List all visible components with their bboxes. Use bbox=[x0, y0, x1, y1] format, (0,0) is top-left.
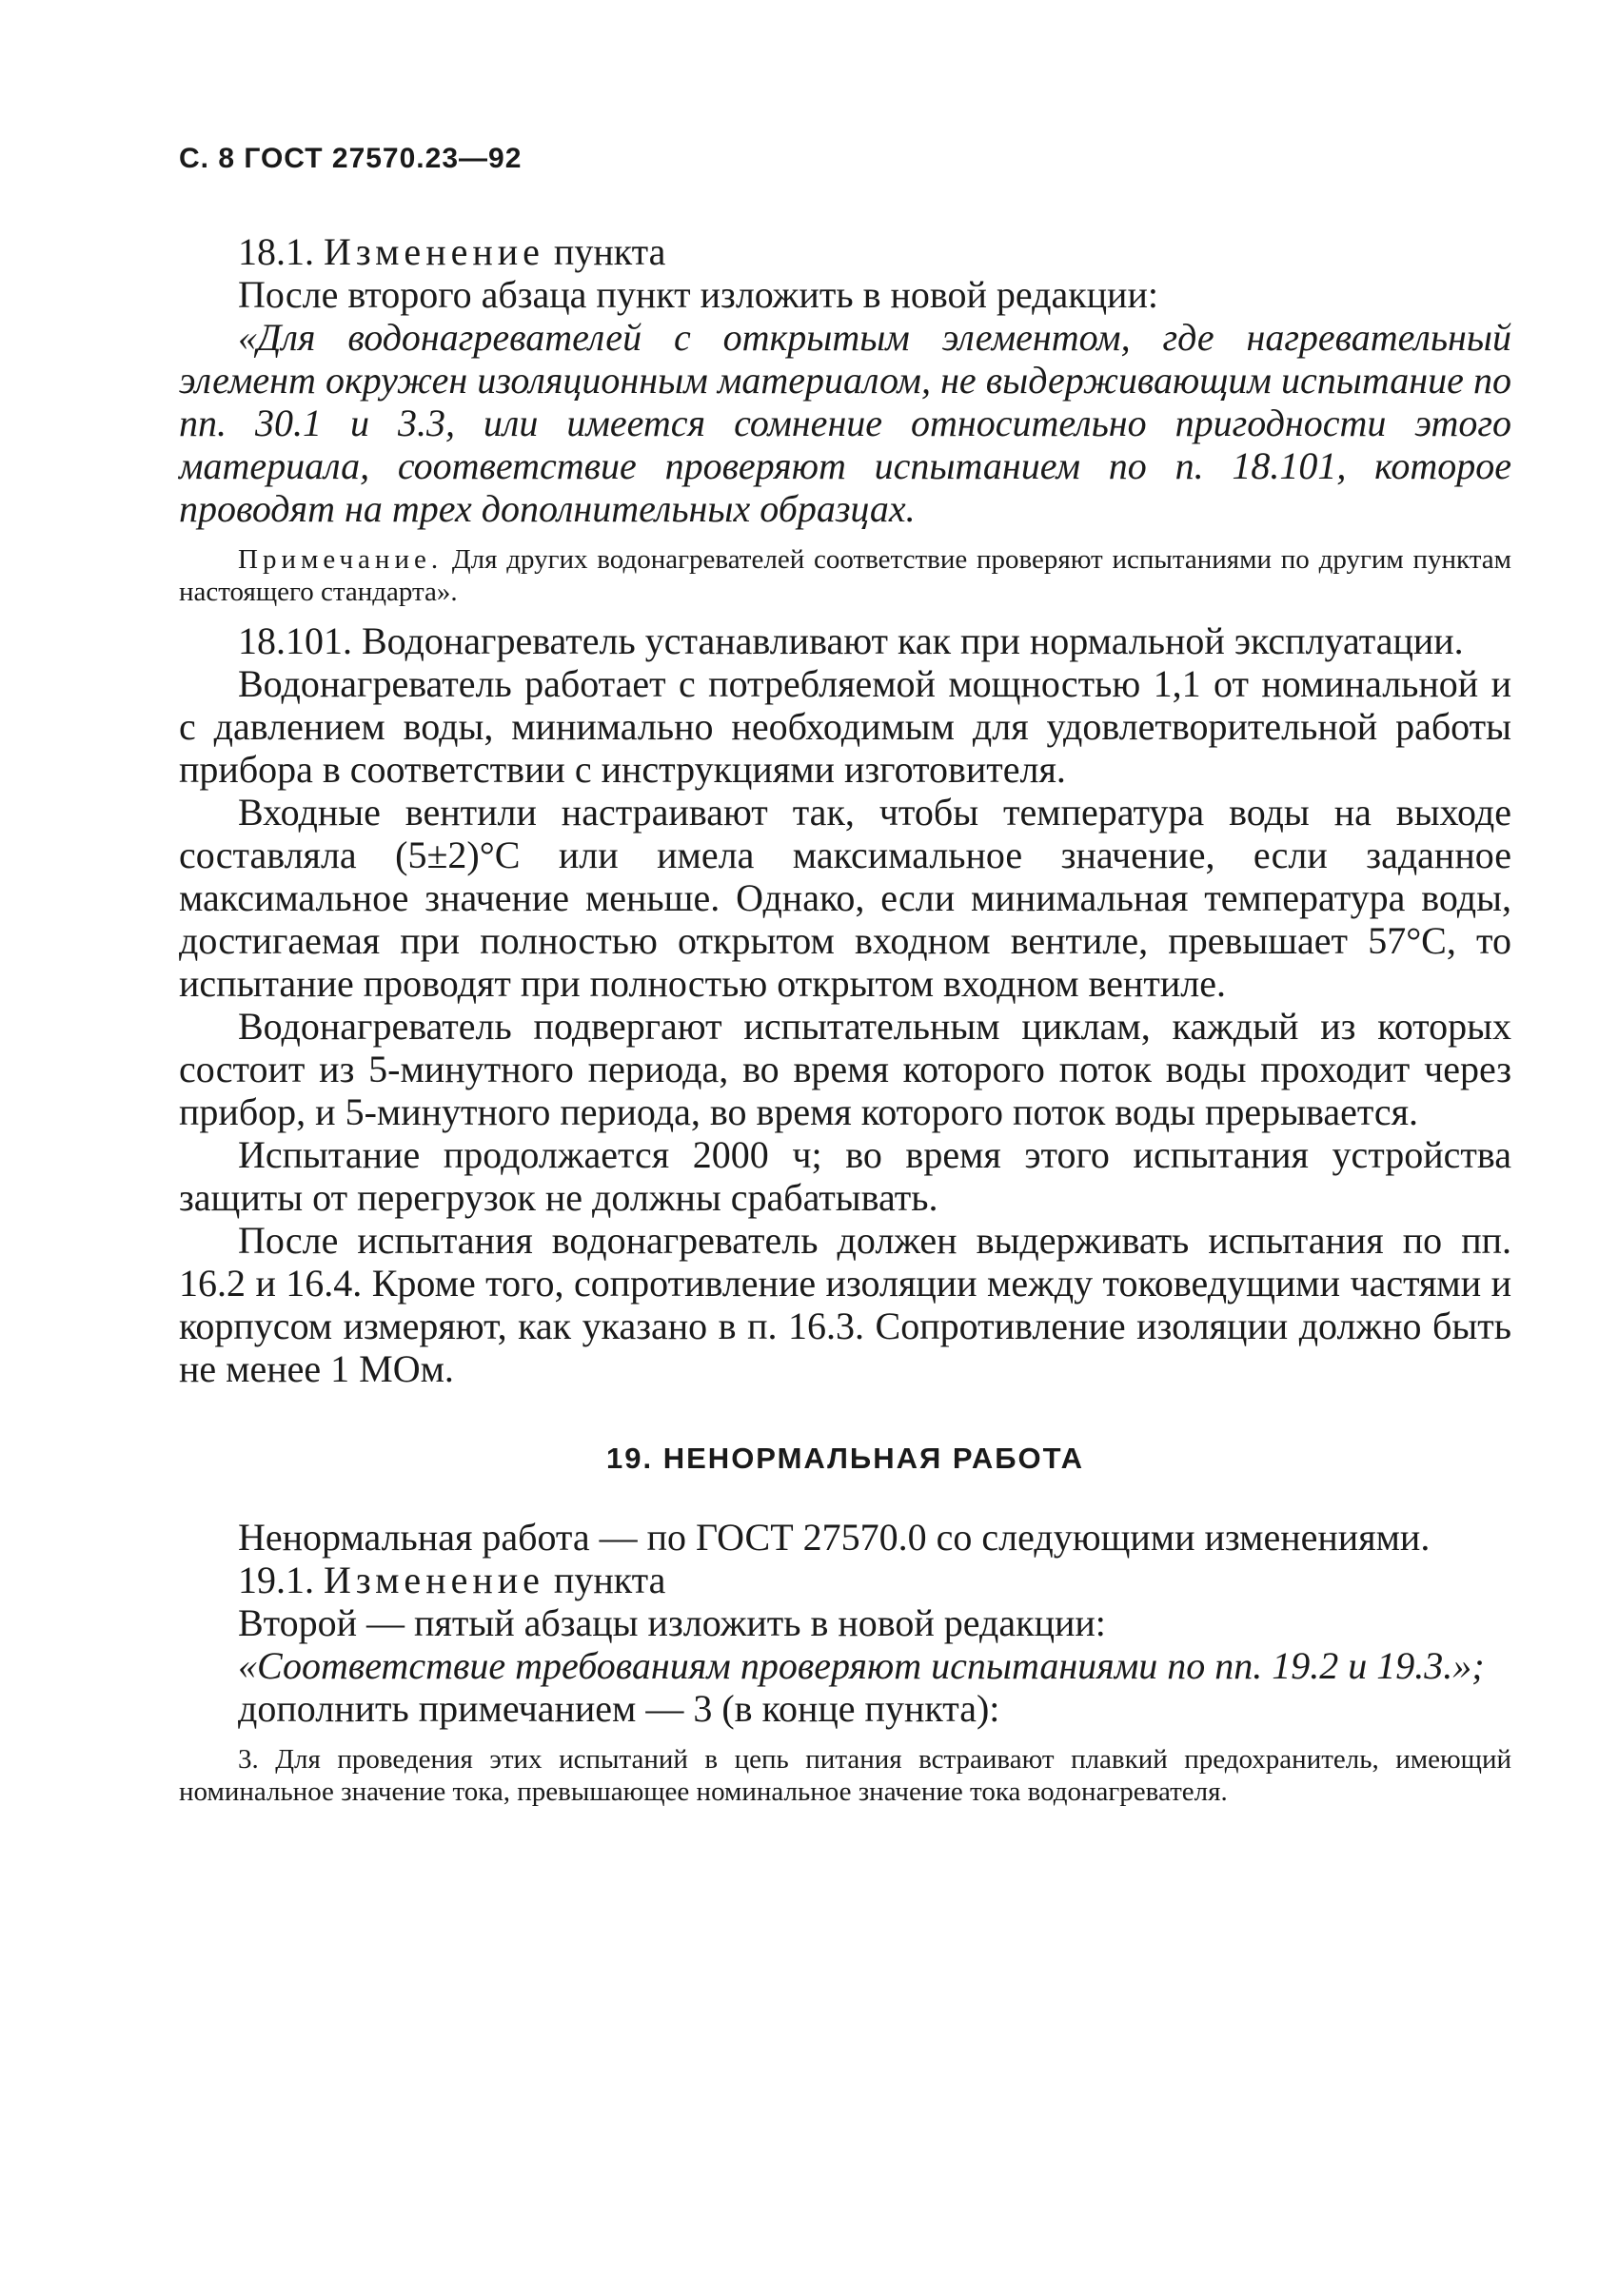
clause-18-101-p6: После испытания водонагреватель должен выдерживать испытания по пп. 16.2 и 16.4. Кроме того, сопротивление изоляции между токоведущими частями и корпусом измеряют, как указано в п. 16.3. Сопротивление изоляции должно быть не менее 1 МОм. bbox=[179, 1219, 1511, 1390]
clause-19-1-number: 19.1. bbox=[238, 1559, 314, 1601]
clause-18-1-quote: «Для водонагревателей с открытым элементом, где нагревательный элемент окружен изоляционным материалом, не выдерживающим испытание по пп. 30.1 и 3.3, или имеется сомнение относительно пригодности этого материала, соответствие проверяют испытанием по п. 18.101, которое проводят на трех дополнительных образцах. bbox=[179, 316, 1511, 530]
clause-18-101-p4: Водонагреватель подвергают испытательным циклам, каждый из которых состоит из 5-минутного периода, во время которого поток воды проходит через прибор, и 5-минутного периода, во время которого поток воды прерывается. bbox=[179, 1005, 1511, 1133]
section-19-p1: Ненормальная работа — по ГОСТ 27570.0 со следующими изменениями. bbox=[238, 1516, 1431, 1559]
clause-19-1-title bbox=[179, 1559, 1511, 1601]
section-19-quote: «Соответствие требованиям проверяют испытаниями по пп. 19.2 и 19.3.»; bbox=[238, 1644, 1485, 1687]
note-text: Для других водонагревателей соответствие проверяют испытаниями по другим пунктам настоящего стандарта». bbox=[179, 544, 1511, 607]
clause-18-1-title-rest: пункта bbox=[553, 230, 666, 273]
section-19-note: 3. Для проведения этих испытаний в цепь питания встраивают плавкий предохранитель, имеющий номинальное значение тока, превышающее номинальное значение тока водонагревателя. bbox=[179, 1744, 1511, 1807]
clause-19-1-title-rest: пункта bbox=[553, 1559, 666, 1601]
section-19-p2: Второй — пятый абзацы изложить в новой редакции: bbox=[238, 1601, 1106, 1644]
clause-18-1-change-word: Изменение bbox=[324, 230, 544, 273]
clause-18-101-p5: Испытание продолжается 2000 ч; во время этого испытания устройства защиты от перегрузок не должны срабатывать. bbox=[179, 1133, 1511, 1219]
clause-18-101-p1: 18.101. Водонагреватель устанавливают как при нормальной эксплуатации. bbox=[238, 619, 1464, 662]
note-label: Примечание. bbox=[238, 544, 444, 575]
running-head: С. 8 ГОСТ 27570.23—92 bbox=[179, 143, 523, 174]
document-page bbox=[179, 143, 1511, 1819]
section-19-heading: 19. НЕНОРМАЛЬНАЯ РАБОТА bbox=[606, 1442, 1084, 1475]
clause-19-1-change-word: Изменение bbox=[324, 1559, 544, 1601]
clause-18-1-note bbox=[179, 543, 1511, 608]
clause-18-1-intro: После второго абзаца пункт изложить в новой редакции: bbox=[238, 273, 1158, 316]
clause-18-101-p3: Входные вентили настраивают так, чтобы температура воды на выходе составляла (5±2)°C или имела максимальное значение, если заданное максимальное значение меньше. Однако, если минимальная температура воды, достигаемая при полностью открытом входном вентиле, превышает 57°C, то испытание проводят при полностью открытом входном вентиле. bbox=[179, 791, 1511, 1005]
clause-18-101-p2: Водонагреватель работает с потребляемой мощностью 1,1 от номинальной и с давлением воды, минимально необходимым для удовлетворительной работы прибора в соответствии с инструкциями изготовителя. bbox=[179, 662, 1511, 791]
clause-18-1-number: 18.1. bbox=[238, 230, 314, 273]
clause-18-1-title bbox=[179, 230, 1511, 273]
section-19-p3: дополнить примечанием — 3 (в конце пункта): bbox=[238, 1687, 1000, 1730]
